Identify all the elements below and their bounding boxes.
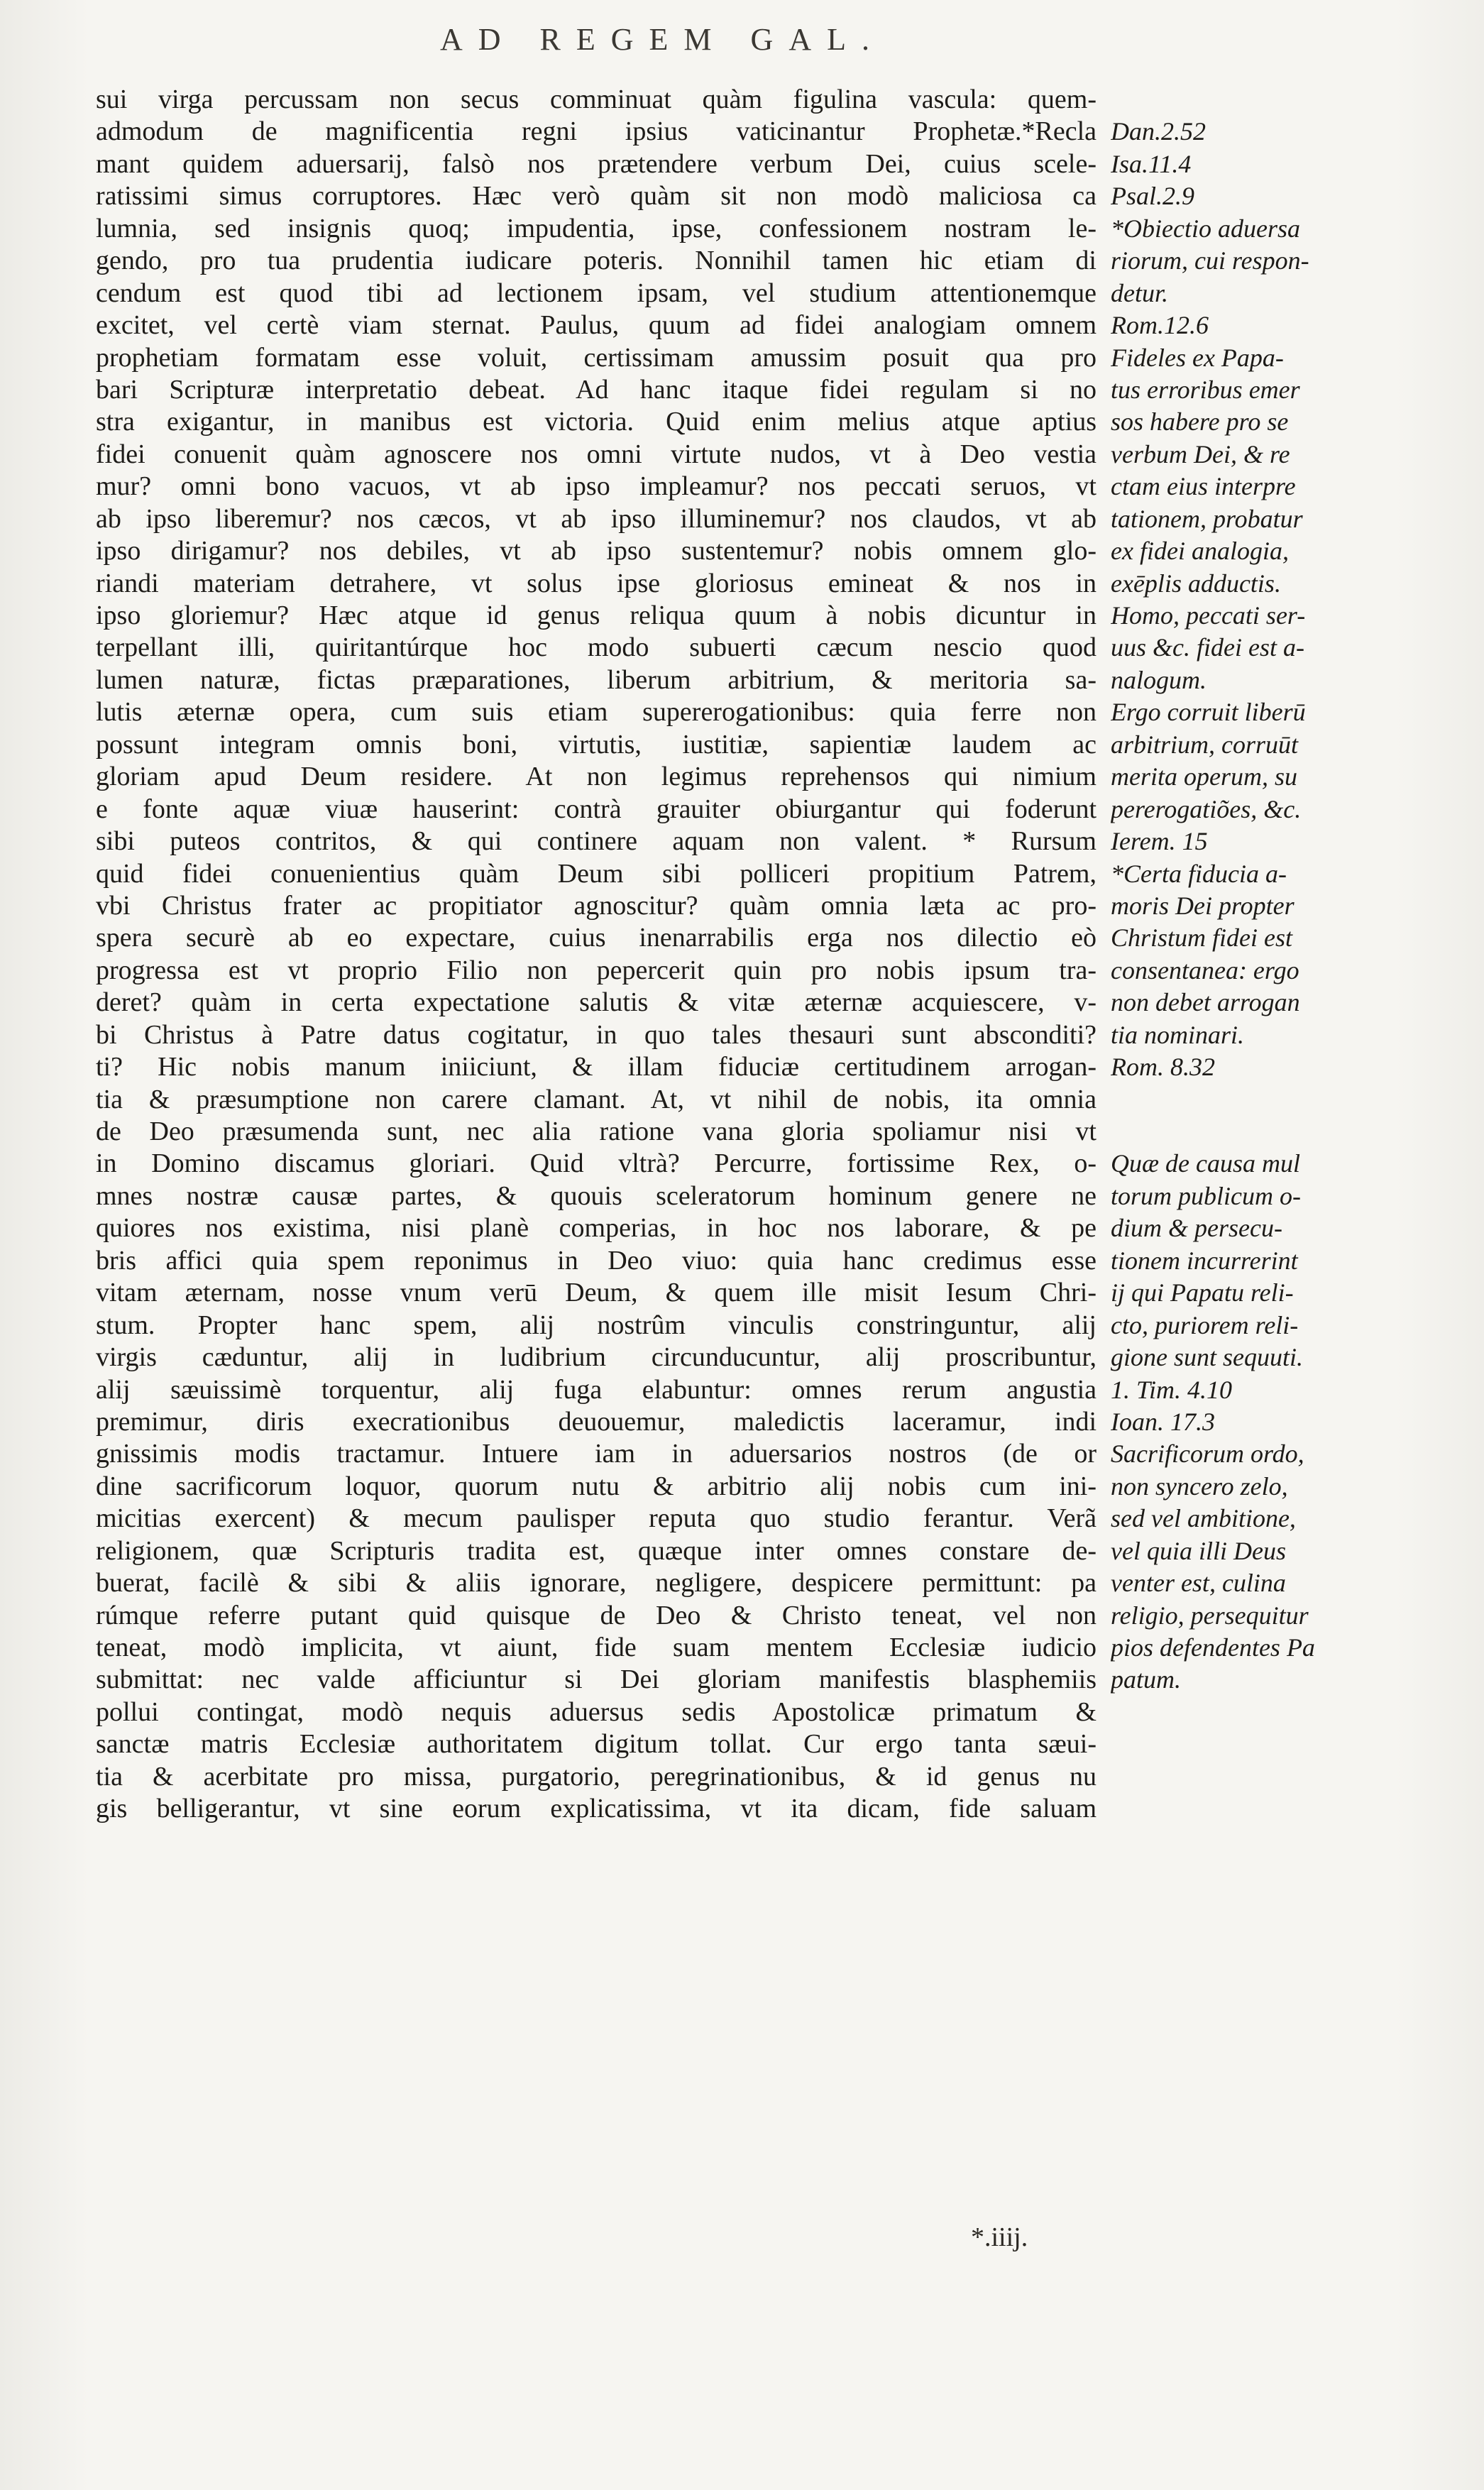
- margin-note-line: Sacrificorum ordo,: [1111, 1439, 1304, 1469]
- body-text-line: ab ipso liberemur? nos cæcos, vt ab ipso illuminemur? nos claudos, vt ab: [96, 503, 1096, 534]
- margin-note-line: Quæ de causa mul: [1111, 1149, 1300, 1178]
- body-text-line: terpellant illi, quiritantúrque hoc modo subuerti cæcum nescio quod: [96, 632, 1096, 663]
- body-text-line: ipso gloriemur? Hæc atque id genus reliqua quum à nobis dicuntur in: [96, 600, 1096, 630]
- body-text-line: tia & acerbitate pro missa, purgatorio, peregrinationibus, & id genus nu: [96, 1761, 1096, 1792]
- margin-note-line: Rom.12.6: [1111, 311, 1209, 340]
- margin-note-line: consentanea: ergo: [1111, 955, 1299, 985]
- margin-note-line: nalogum.: [1111, 665, 1207, 694]
- body-text-line: prophetiam formatam esse voluit, certissimam amussim posuit qua pro: [96, 342, 1096, 373]
- body-text-line: mnes nostræ causæ partes, & quouis sceleratorum hominum genere ne: [96, 1180, 1096, 1211]
- margin-note-line: [1111, 1793, 1402, 1825]
- margin-note-line: moris Dei propter: [1111, 891, 1295, 920]
- margin-note-line: pererogatiões, &c.: [1111, 794, 1302, 823]
- body-text-line: sibi puteos contritos, & qui continere aquam non valent. * Rursum: [96, 826, 1096, 857]
- margin-note-line: pios defendentes Pa: [1111, 1633, 1315, 1662]
- margin-note-line: Dan.2.52: [1111, 117, 1206, 146]
- body-text-line: spera securè ab eo expectare, cuius inenarrabilis erga nos dilectio eò: [96, 923, 1096, 953]
- margin-note-line: verbum Dei, & re: [1111, 439, 1290, 468]
- margin-note-line: Ierem. 15: [1111, 827, 1208, 856]
- margin-note-line: merita operum, su: [1111, 762, 1297, 791]
- body-text-line: premimur, diris execrationibus deuouemur, maledictis laceramur, indi: [96, 1406, 1096, 1437]
- body-text-line: sui virga percussam non secus comminuat quàm figulina vascula: quem-: [96, 84, 1096, 114]
- margin-note-line: [1111, 1728, 1402, 1760]
- margin-note-line: uus &c. fidei est a-: [1111, 633, 1304, 662]
- margin-note-line: religio, persequitur: [1111, 1601, 1309, 1630]
- margin-note-line: ij qui Papatu reli-: [1111, 1278, 1294, 1307]
- body-text-line: rúmque referre putant quid quisque de Deo & Christo teneat, vel non: [96, 1600, 1096, 1630]
- margin-note-line: [1111, 1116, 1402, 1148]
- body-text-line: progressa est vt proprio Filio non pepercerit quin pro nobis ipsum tra-: [96, 955, 1096, 985]
- margin-note-line: ex fidei analogia,: [1111, 537, 1289, 566]
- body-text-line: sanctæ matris Ecclesiæ authoritatem digitum tollat. Cur ergo tanta sæui-: [96, 1729, 1096, 1760]
- body-text-line: cendum est quod tibi ad lectionem ipsam, vel studium attentionemque: [96, 278, 1096, 308]
- margin-note-line: tationem, probatur: [1111, 504, 1303, 533]
- body-text-line: buerat, facilè & sibi & aliis ignorare, negligere, despicere permittunt: pa: [96, 1568, 1096, 1598]
- body-text-line: excitet, vel certè viam sternat. Paulus, quum ad fidei analogiam omnem: [96, 310, 1096, 341]
- margin-note-line: sos habere pro se: [1111, 407, 1289, 437]
- margin-note-line: *Obiectio aduersa: [1111, 214, 1300, 243]
- margin-note-line: Ioan. 17.3: [1111, 1407, 1215, 1436]
- body-text-line: vitam æternam, nosse vnum verū Deum, & quem ille misit Iesum Chri-: [96, 1278, 1096, 1308]
- marginal-notes-column: [1111, 84, 1402, 1858]
- body-text-line: dine sacrificorum loquor, quorum nutu & arbitrio alij nobis cum ini-: [96, 1471, 1096, 1501]
- margin-note-line: dium & persecu-: [1111, 1214, 1282, 1243]
- margin-note-line: Christum fidei est: [1111, 923, 1293, 953]
- body-text-line: in Domino discamus gloriari. Quid vltrà? Percurre, fortissime Rex, o-: [96, 1148, 1096, 1179]
- body-text-line: bari Scripturæ interpretatio debeat. Ad hanc itaque fidei regulam si no: [96, 374, 1096, 405]
- body-text-line: tia & præsumptione non carere clamant. At, vt nihil de nobis, ita omnia: [96, 1084, 1096, 1114]
- margin-note-line: ctam eius interpre: [1111, 472, 1296, 501]
- margin-note-line: arbitrium, corruūt: [1111, 730, 1299, 759]
- margin-note-line: non debet arrogan: [1111, 988, 1300, 1017]
- body-text-line: fidei conuenit quàm agnoscere nos omni virtute nudos, vt à Deo vestia: [96, 439, 1096, 469]
- body-text-line: de Deo præsumenda sunt, nec alia ratione vana gloria spoliamur nisi vt: [96, 1117, 1096, 1146]
- body-text-line: riandi materiam detrahere, vt solus ipse gloriosus emineat & nos in: [96, 568, 1096, 598]
- body-text-line: mur? omni bono vacuos, vt ab ipso impleamur? nos peccati seruos, vt: [96, 471, 1096, 502]
- body-text-line: deret? quàm in certa expectatione salutis & vitæ æternæ acquiescere, v-: [96, 987, 1096, 1018]
- margin-note-line: *Certa fiducia a-: [1111, 859, 1287, 888]
- margin-note-line: Fideles ex Papa-: [1111, 343, 1284, 372]
- body-text-line: alij sæuissimè torquentur, alij fuga elabuntur: omnes rerum angustia: [96, 1374, 1096, 1405]
- body-text-line: quiores nos existima, nisi planè comperias, in hoc nos laborare, & pe: [96, 1213, 1096, 1244]
- margin-note-line: tus erroribus emer: [1111, 375, 1300, 404]
- margin-note-line: [1111, 84, 1402, 116]
- body-text-line: stra exigantur, in manibus est victoria. Quid enim melius atque aptius: [96, 407, 1096, 437]
- margin-note-line: Isa.11.4: [1111, 149, 1192, 178]
- body-text-line: vbi Christus frater ac propitiator agnoscitur? quàm omnia læta ac pro-: [96, 890, 1096, 921]
- body-text-line: teneat, modò implicita, vt aiunt, fide suam mentem Ecclesiæ iudicio: [96, 1633, 1096, 1662]
- body-text-line: submittat: nec valde afficiuntur si Dei gloriam manifestis blasphemiis: [96, 1664, 1096, 1695]
- body-text-line: gendo, pro tua prudentia iudicare poteris. Nonnihil tamen hic etiam di: [96, 246, 1096, 276]
- body-text-line: e fonte aquæ viuæ hauserint: contrà grauiter obiurgantur qui foderunt: [96, 794, 1096, 824]
- body-text-line: ipso dirigamur? nos debiles, vt ab ipso sustentemur? nobis omnem glo-: [96, 536, 1096, 566]
- body-text-line: stum. Propter hanc spem, alij nostrûm vinculis constringuntur, alij: [96, 1310, 1096, 1340]
- running-head: AD REGEM GAL.: [440, 22, 885, 57]
- margin-note-line: vel quia illi Deus: [1111, 1536, 1286, 1565]
- main-text-column: [96, 84, 1096, 1826]
- body-text-line: virgis cæduntur, alij in ludibrium circunducuntur, alij proscribuntur,: [96, 1342, 1096, 1373]
- margin-note-line: non syncero zelo,: [1111, 1471, 1288, 1501]
- margin-note-line: sed vel ambitione,: [1111, 1504, 1296, 1533]
- body-text-line: lutis æternæ opera, cum suis etiam supererogationibus: quia ferre non: [96, 697, 1096, 728]
- body-text-line: religionem, quæ Scripturis tradita est, quæque inter omnes constare de-: [96, 1535, 1096, 1566]
- margin-note-line: [1111, 1826, 1402, 1858]
- body-text-line: mant quidem aduersarij, falsò nos prætendere verbum Dei, cuius scele-: [96, 148, 1096, 179]
- margin-note-line: [1111, 1696, 1402, 1728]
- margin-note-line: [1111, 1761, 1402, 1793]
- margin-note-line: gione sunt sequuti.: [1111, 1343, 1303, 1372]
- signature-mark: *.iiij.: [971, 2222, 1028, 2252]
- margin-note-line: riorum, cui respon-: [1111, 246, 1309, 275]
- margin-note-line: Rom. 8.32: [1111, 1053, 1215, 1082]
- margin-note-line: cto, puriorem reli-: [1111, 1310, 1299, 1339]
- margin-note-line: venter est, culina: [1111, 1569, 1286, 1598]
- margin-note-line: torum publicum o-: [1111, 1181, 1301, 1210]
- margin-note-line: 1. Tim. 4.10: [1111, 1375, 1233, 1404]
- margin-note-line: exēplis adductis.: [1111, 569, 1281, 598]
- body-text-line: quid fidei conuenientius quàm Deum sibi polliceri propitium Patrem,: [96, 858, 1096, 889]
- body-text-line: possunt integram omnis boni, virtutis, iustitiæ, sapientiæ laudem ac: [96, 729, 1096, 759]
- margin-note-line: [1111, 1084, 1402, 1116]
- body-text-line: ti? Hic nobis manum iniiciunt, & illam fiduciæ certitudinem arrogan-: [96, 1052, 1096, 1082]
- margin-note-line: Ergo corruit liberū: [1111, 698, 1306, 727]
- body-text-line: pollui contingat, modò nequis aduersus sedis Apostolicæ primatum &: [96, 1696, 1096, 1727]
- body-text-line: bris affici quia spem reponimus in Deo viuo: quia hanc credimus esse: [96, 1245, 1096, 1276]
- body-text-line: lumen naturæ, fictas præparationes, liberum arbitrium, & meritoria sa-: [96, 664, 1096, 695]
- margin-note-line: detur.: [1111, 278, 1168, 307]
- body-text-line: admodum de magnificentia regni ipsius vaticinantur Prophetæ.*Recla: [96, 116, 1096, 147]
- body-text-line: micitias exercent) & mecum paulisper reputa quo studio ferantur. Verã: [96, 1503, 1096, 1534]
- body-text-line: gis belligerantur, vt sine eorum explicatissima, vt ita dicam, fide saluam: [96, 1794, 1096, 1824]
- body-text-line: lumnia, sed insignis quoq; impudentia, ipse, confessionem nostram le-: [96, 213, 1096, 243]
- body-text-line: bi Christus à Patre datus cogitatur, in quo tales thesauri sunt absconditi?: [96, 1019, 1096, 1050]
- margin-note-line: Homo, peccati ser-: [1111, 601, 1306, 630]
- margin-note-line: tia nominari.: [1111, 1020, 1245, 1049]
- margin-note-line: Psal.2.9: [1111, 182, 1195, 211]
- margin-note-line: tionem incurrerint: [1111, 1246, 1298, 1275]
- body-text-line: ratissimi simus corruptores. Hæc verò quàm sit non modò maliciosa ca: [96, 181, 1096, 212]
- margin-note-line: patum.: [1111, 1665, 1181, 1694]
- body-text-line: gloriam apud Deum residere. At non legimus reprehensos qui nimium: [96, 762, 1096, 792]
- body-text-line: gnissimis modis tractamur. Intuere iam in aduersarios nostros (de or: [96, 1439, 1096, 1469]
